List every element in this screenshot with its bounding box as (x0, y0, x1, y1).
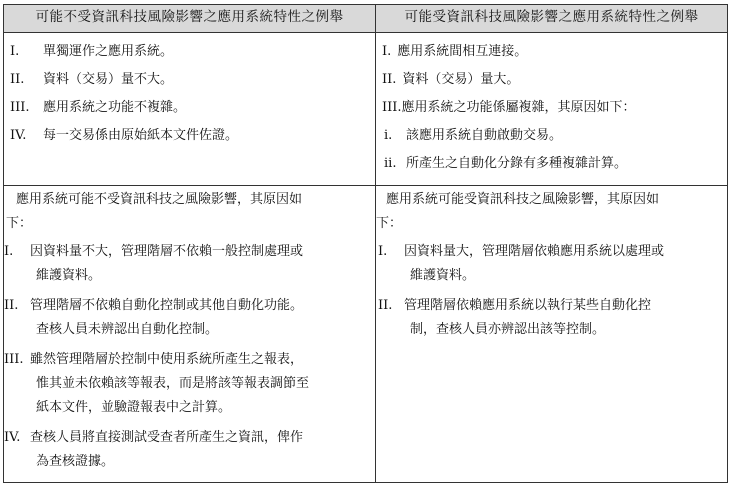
top-right-cell (376, 33, 728, 186)
item-number: I. (10, 44, 20, 59)
item-text: 每一交易係由原始紙本文件佐證。 (43, 128, 239, 143)
list-item (376, 66, 727, 94)
list-item (4, 240, 375, 288)
item-text: 所產生之自動化分錄有多種複雜計算。 (406, 156, 628, 171)
item-line: 因資料量不大，管理階層不依賴一般控制處理或 (30, 244, 304, 259)
item-number: III. (4, 352, 24, 367)
item-line: 紙本文件，並驗證報表中之計算。 (36, 400, 232, 415)
item-line: 為查核證據。 (36, 454, 115, 469)
list-item (376, 240, 727, 288)
item-number: i. (384, 128, 393, 143)
sub-list-item (376, 150, 727, 178)
list-item (4, 348, 375, 420)
item-number: II. (4, 298, 19, 313)
list-item (376, 38, 727, 66)
intro-paragraph (4, 188, 375, 236)
item-line: 維護資料。 (36, 268, 102, 283)
list-item (4, 426, 375, 474)
intro-line: 應用系統可能不受資訊科技之風險影響，其原因如 (16, 192, 303, 207)
item-line: 維護資料。 (410, 268, 476, 283)
header-left: 可能不受資訊科技風險影響之應用系統特性之例舉 (4, 5, 376, 33)
item-line: 制，查核人員亦辨認出該等控制。 (410, 322, 606, 337)
item-number: II. (382, 72, 397, 87)
intro-line: 下： (6, 216, 33, 231)
list-item (4, 38, 375, 66)
item-line: 因資料量大，管理階層依賴應用系統以處理或 (404, 244, 665, 259)
item-line: 查核人員將直接測試受查者所產生之資訊，俾作 (30, 430, 304, 445)
item-number: IV. (4, 430, 21, 445)
comparison-table (3, 4, 728, 483)
item-number: II. (378, 298, 393, 313)
item-number: III. (10, 100, 30, 115)
item-number: ii. (384, 156, 397, 171)
item-number: I. (378, 244, 388, 259)
item-text: 資料（交易）量大。 (402, 72, 520, 87)
intro-line: 應用系統可能受資訊科技之風險影響，其原因如 (386, 192, 660, 207)
item-text: 資料（交易）量不大。 (43, 72, 174, 87)
top-left-cell (4, 33, 376, 186)
item-number: IV. (10, 128, 27, 143)
intro-line: 下： (376, 216, 403, 231)
header-right: 可能受資訊科技風險影響之應用系統特性之例舉 (376, 5, 728, 33)
item-number: III. (382, 100, 402, 115)
top-row (4, 33, 728, 186)
list-item (4, 94, 375, 122)
bottom-row (4, 186, 728, 483)
item-line: 雖然管理階層於控制中使用系統所產生之報表， (30, 352, 304, 367)
intro-paragraph (376, 188, 727, 236)
header-row (4, 5, 728, 33)
item-text: 應用系統之功能係屬複雜，其原因如下： (401, 100, 636, 115)
item-line: 管理階層依賴應用系統以執行某些自動化控 (404, 298, 652, 313)
list-item (376, 294, 727, 342)
item-text: 應用系統之功能不複雜。 (43, 100, 187, 115)
item-text: 應用系統間相互連接。 (397, 44, 528, 59)
bottom-left-cell (4, 186, 376, 483)
item-line: 查核人員未辨認出自動化控制。 (36, 322, 219, 337)
item-number: II. (10, 72, 25, 87)
item-text: 單獨運作之應用系統。 (43, 44, 174, 59)
item-text: 該應用系統自動啟動交易。 (406, 128, 563, 143)
list-item (4, 122, 375, 150)
list-item (4, 66, 375, 94)
item-number: I. (382, 44, 392, 59)
list-item (376, 94, 727, 122)
item-number: I. (4, 244, 14, 259)
item-line: 惟其並未依賴該等報表，而是將該等報表調節至 (36, 376, 310, 391)
list-item (4, 294, 375, 342)
item-line: 管理階層不依賴自動化控制或其他自動化功能。 (30, 298, 304, 313)
bottom-right-cell (376, 186, 728, 483)
sub-list-item (376, 122, 727, 150)
